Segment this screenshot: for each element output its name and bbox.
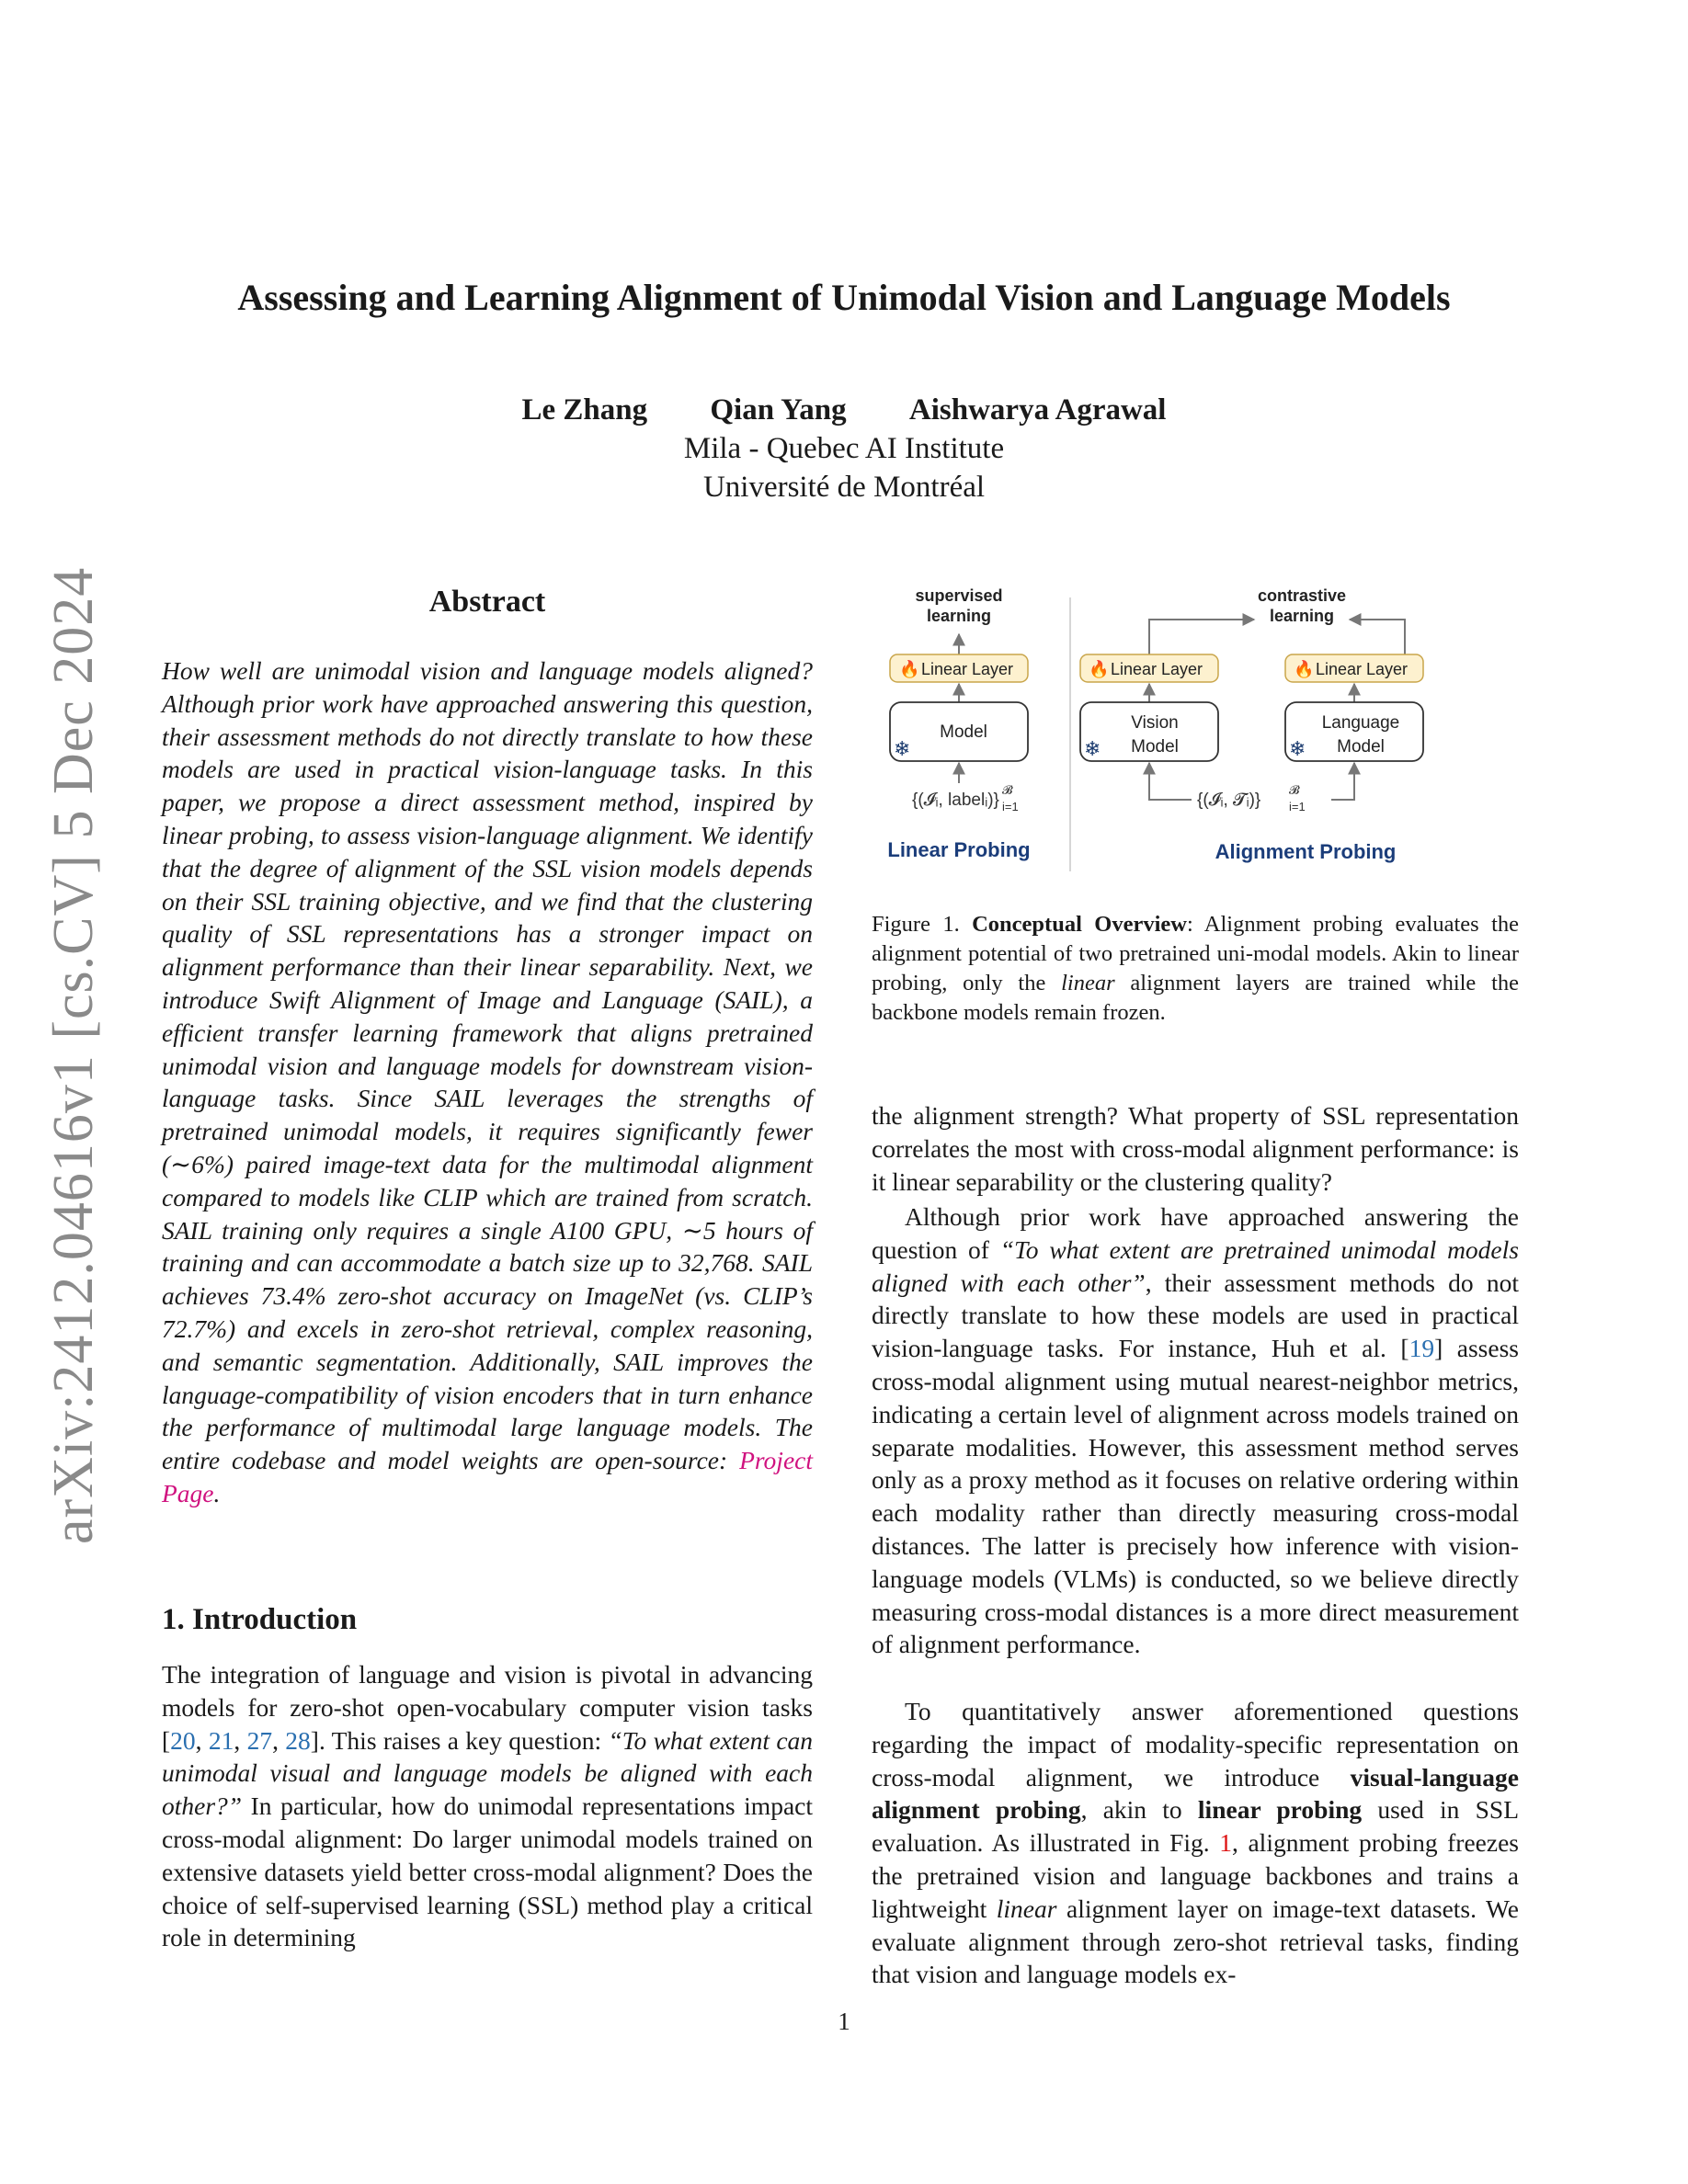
alignment-probing-caption: Alignment Probing [1215, 840, 1397, 863]
body-paragraph: To quantitatively answer aforementioned questions regarding the impact of modality-specific representation on cross-modal alignment, we introduce visual-language alignment probing, akin to linear probing used in SSL evaluation. As illustrated in Fig. 1, alignment probing freezes the pretrained vision and language backbones and trains a lightweight linear alignment layer on image-text datasets. We evaluate alignment through zero-shot retrieval tasks, finding that vision and language models ex- [872, 1697, 1519, 1989]
arxiv-stamp: arXiv:2412.04616v1 [cs.CV] 5 Dec 2024 [42, 566, 105, 1544]
figure-reference-link[interactable]: 1 [1219, 1828, 1233, 1858]
citation-link[interactable]: 19 [1409, 1334, 1435, 1363]
vision-model-label: Model [1131, 737, 1179, 756]
citation-link[interactable]: 21 [208, 1725, 234, 1755]
author-name: Qian Yang [710, 393, 847, 427]
contrastive-learning-label: learning [1269, 607, 1335, 625]
citation-link[interactable]: 20 [170, 1725, 196, 1755]
snowflake-icon: ❄ [894, 737, 911, 760]
affiliation: Mila - Quebec AI Institute [683, 432, 1005, 465]
input-set-label: {(𝓘ᵢ, labelᵢ)} [912, 791, 999, 810]
contrastive-learning-label: contrastive [1257, 586, 1347, 605]
snowflake-icon: ❄ [1084, 737, 1101, 760]
snowflake-icon: ❄ [1289, 737, 1306, 760]
model-label: Model [940, 722, 987, 742]
author-name: Le Zhang [521, 393, 648, 427]
linear-probing-caption: Linear Probing [887, 838, 1031, 861]
batch-size-symbol: 𝓑 [1002, 783, 1013, 797]
citation-link[interactable]: 27 [246, 1725, 273, 1755]
page-number: 1 [838, 2008, 850, 2035]
abstract-body: How well are unimodal vision and language models aligned? Although prior work have approached answering this question, their assessment methods do not directly translate to how these models are used in practical vision-language tasks. In this paper, we propose a direct assessment method, inspired by linear probing, to assess vision-language alignment. We identify that the degree of alignment of the SSL vision models depends on their SSL training objective, and we find that the clustering quality of SSL representations has a stronger impact on alignment performance than their linear separability. Next, we introduce Swift Alignment of Image and Language (SAIL), a efficient transfer learning framework that aligns pretrained unimodal vision and language models for downstream vision-language tasks. Since SAIL leverages the strengths of pretrained unimodal models, it requires significantly fewer (∼6%) paired image-text data for the multimodal alignment compared to models like CLIP which are trained from scratch. SAIL training only requires a single A100 GPU, ∼5 hours of training and can accommodate a batch size up to 32,768. SAIL achieves 73.4% zero-shot accuracy on ImageNet (vs. CLIP’s 72.7%) and excels in zero-shot retrieval, complex reasoning, and semantic segmentation. Additionally, SAIL improves the language-compatibility of vision encoders that in turn enhance the performance of multimodal large language models. The entire codebase and model weights are open-source: Project Page. [162, 656, 813, 1507]
figure-caption: Figure 1. Conceptual Overview: Alignment probing evaluates the alignment potential of two pretrained uni-modal models. Akin to linear probing, only the linear alignment layers are trained while the backbone models remain frozen. [872, 912, 1520, 1025]
index-range: i=1 [1002, 800, 1019, 813]
paper-title: Assessing and Learning Alignment of Unimodal Vision and Language Models [237, 277, 1451, 318]
author-list [0, 393, 1688, 427]
figure-conceptual-overview [864, 579, 1519, 882]
flame-icon: 🔥 [899, 660, 920, 678]
flame-icon: 🔥 [1089, 660, 1110, 678]
citation-link[interactable]: 28 [285, 1725, 311, 1755]
linear-layer-label: Linear Layer [1110, 660, 1203, 678]
author-name: Aishwarya Agrawal [908, 393, 1167, 427]
body-paragraph: Although prior work have approached answering the question of “To what extent are pretrained unimodal models aligned with each other”, their assessment methods do not directly translate to how these models are used in practical vision-language tasks. For instance, Huh et al. [19] assess cross-modal alignment using mutual nearest-neighbor metrics, indicating a certain level of alignment across models trained on separate modalities. However, this assessment method serves only as a proxy method as it focuses on relative ordering within each modality rather than directly measuring cross-modal distances. The latter is precisely how inference with vision-language models (VLMs) is conducted, so we believe directly measuring cross-modal distances is a more direct measurement of alignment performance. [872, 1202, 1519, 1659]
introduction-paragraph: The integration of language and vision is pivotal in advancing models for zero-shot open-vocabulary computer vision tasks [20, 21, 27, 28]. This raises a key question: “To what extent can unimodal visual and language models be aligned with each other?” In particular, how do unimodal representations impact cross-modal alignment: Do larger unimodal models trained on extensive datasets yield better cross-modal alignment? Does the choice of self-supervised learning (SSL) method play a critical role in determining [162, 1660, 814, 1952]
language-model-label: Language [1321, 713, 1400, 733]
batch-size-symbol: 𝓑 [1289, 783, 1300, 797]
input-set-label: {(𝓘ᵢ, 𝓣ᵢ)} [1197, 791, 1261, 810]
affiliation: Université de Montréal [702, 471, 986, 504]
supervised-learning-label: supervised [915, 586, 1003, 605]
section-heading-introduction: 1. Introduction [162, 1603, 358, 1636]
project-page-link[interactable]: Project Page [162, 1446, 813, 1507]
flame-icon: 🔥 [1294, 660, 1315, 678]
linear-layer-label: Linear Layer [1315, 660, 1409, 678]
body-paragraph: the alignment strength? What property of SSL representation correlates the most with cross-modal alignment performance: is it linear separability or the clustering quality? [872, 1101, 1519, 1196]
language-model-label: Model [1337, 737, 1385, 756]
linear-layer-label: Linear Layer [920, 660, 1014, 678]
supervised-learning-label: learning [926, 607, 992, 625]
abstract-heading: Abstract [428, 585, 546, 619]
index-range: i=1 [1289, 800, 1306, 813]
vision-model-label: Vision [1131, 713, 1179, 733]
